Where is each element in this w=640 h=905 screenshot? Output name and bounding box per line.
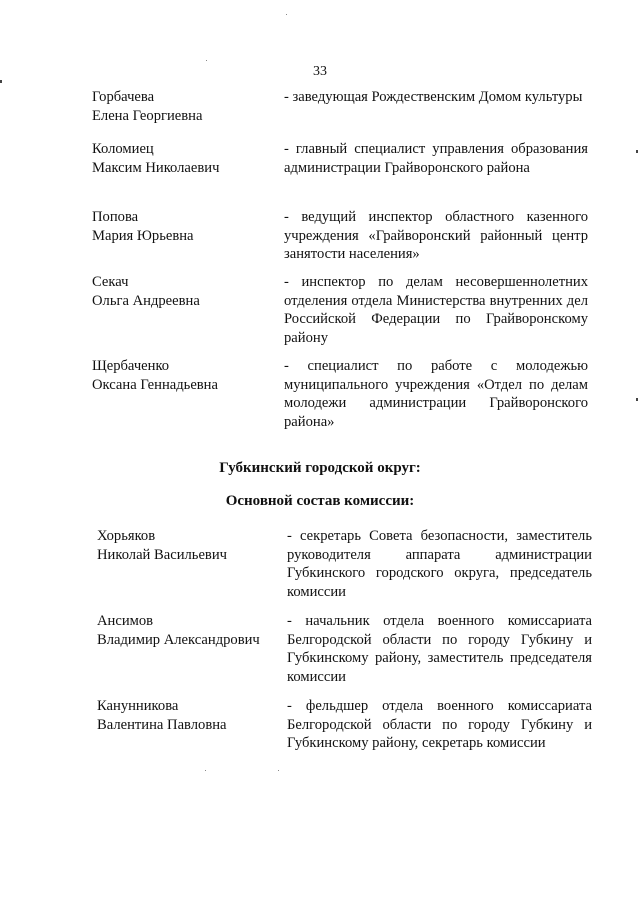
member-role: - инспектор по делам несовершеннолетних отделения отдела Министерства внутренних дел Российской Федерации по Грайворонскому району [284, 274, 588, 346]
scan-speck [278, 770, 279, 771]
member-surname: Горбачева [92, 89, 155, 105]
member-surname: Секач [92, 274, 129, 290]
member-given-names: Елена Георгиевна [92, 107, 203, 124]
scan-edge-mark [636, 150, 638, 153]
member-surname: Щербаченко [92, 358, 170, 374]
member-given-names: Ольга Андреевна [92, 292, 200, 309]
member-role: - главный специалист управления образования администрации Грайворонского района [284, 141, 588, 176]
member-given-names: Мария Юрьевна [92, 227, 194, 244]
member-name [97, 527, 277, 564]
scan-edge-mark [636, 398, 638, 401]
member-role: - специалист по работе с молодежью муниципального учреждения «Отдел по делам молодежи администрации Грайворонского района» [284, 358, 588, 430]
member-surname: Ансимов [97, 613, 154, 629]
member-role: - фельдшер отдела военного комиссариата Белгородской области по городу Губкину и Губкинскому району, секретарь комиссии [287, 698, 592, 751]
member-given-names: Максим Николаевич [92, 159, 220, 176]
member-name [92, 357, 272, 394]
page-number: 33 [313, 64, 327, 79]
member-name [97, 612, 277, 649]
subsection-heading: Основной состав комиссии: [225, 493, 415, 509]
member-role: - секретарь Совета безопасности, заместитель руководителя аппарата администрации Губкинского городского округа, председатель комиссии [287, 528, 592, 600]
member-name [97, 697, 277, 734]
member-surname: Канунникова [97, 698, 179, 714]
member-role: - ведущий инспектор областного казенного учреждения «Грайворонский районный центр занятости населения» [284, 209, 588, 262]
scan-speck [205, 770, 206, 771]
member-name [92, 140, 272, 177]
member-surname: Коломиец [92, 141, 154, 157]
member-surname: Хорьяков [97, 528, 156, 544]
member-given-names: Владимир Александрович [97, 631, 260, 648]
member-role: - начальник отдела военного комиссариата Белгородской области по городу Губкину и Губкинскому району, заместитель председателя комиссии [287, 613, 592, 685]
member-given-names: Оксана Геннадьевна [92, 376, 218, 393]
member-surname: Попова [92, 209, 139, 225]
member-given-names: Николай Васильевич [97, 546, 227, 563]
member-name [92, 273, 272, 310]
scan-speck [286, 14, 287, 15]
section-heading: Губкинский городской округ: [219, 460, 421, 476]
member-role: - заведующая Рождественским Домом культуры [284, 89, 583, 105]
member-given-names: Валентина Павловна [97, 716, 227, 733]
scan-speck [206, 60, 207, 61]
member-name [92, 88, 272, 125]
member-name [92, 208, 272, 245]
scan-edge-mark [0, 80, 2, 83]
